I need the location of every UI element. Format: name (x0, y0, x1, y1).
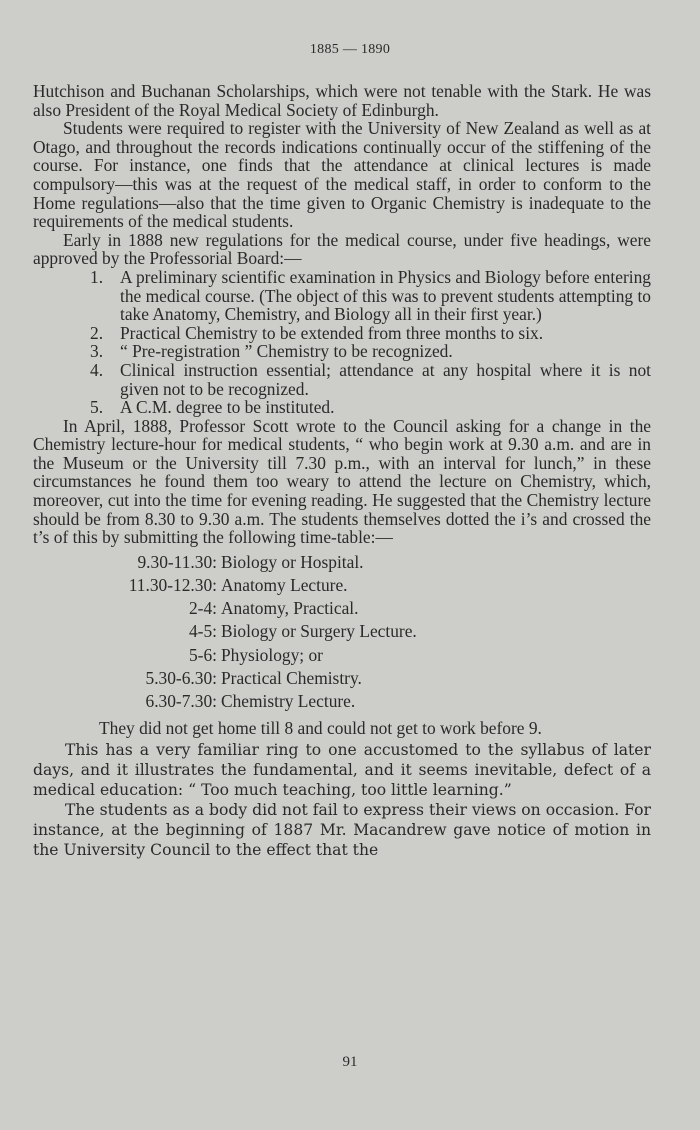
timetable-time: 5.30-6.30: (145, 667, 217, 688)
timetable-row (33, 644, 651, 667)
timetable-time: 4-5: (188, 621, 217, 642)
regulation-item (33, 361, 651, 398)
regulation-text: A preliminary scientific examination in Physics and Biology before entering the medical course. (The object of this was to prevent students attempting to take Anatomy, Chemistry, and Biology all in their first year.) (120, 266, 651, 325)
regulation-text: A C.M. degree to be instituted. (120, 397, 335, 418)
page-number: 91 (342, 1054, 358, 1070)
timetable-time: 9.30-11.30: (137, 551, 217, 572)
paragraph-scott-letter: In April, 1888, Professor Scott wrote to the Council asking for a change in the Chemistry lecture-hour for medical students, “ who begin work at 9.30 a.m. and are in the Museum or the University till 7.30 p.m., with an interval for lunch,” in these circumstances he found them too weary to attend the lecture on Chemistry, which, moreover, cut into the time for evening reading. He suggested that the Chemistry lecture should be from 8.30 to 9.30 a.m. The students themselves dotted the i’s and crossed the t’s of this by submitting the following time-table:— (33, 415, 651, 548)
paragraph-students-views: The students as a body did not fail to express their views on occasion. For instance, at the beginning of 1887 Mr. Macandrew gave notice of motion in the University Council to the effect that the (33, 800, 651, 859)
regulation-item (33, 268, 651, 324)
regulation-text: “ Pre-registration ” Chemistry to be recognized. (120, 341, 453, 362)
timetable-time: 2-4: (188, 598, 217, 619)
timetable-row (33, 574, 651, 597)
regulation-text: Clinical instruction essential; attendance at any hospital where it is not given not to be recognized. (120, 359, 651, 399)
paragraph-registration: Students were required to register with the University of New Zealand as well as at Otago, and throughout the records indications continually occur of the stiffening of the course. For instance, one finds that the attendance at clinical lectures is made compulsory—this was at the request of the medical staff, in order to conform to the Home regulations—also that the time given to Organic Chemistry is inadequate to the requirements of the medical students. (33, 118, 651, 232)
paragraph-regulations-intro: Early in 1888 new regulations for the medical course, under five headings, were approved by the Professorial Board:— (33, 229, 651, 269)
timetable-activity: Anatomy, Practical. (221, 598, 359, 619)
later-section (33, 740, 651, 860)
regulation-number: 3. (90, 341, 104, 362)
timetable-activity: Chemistry Lecture. (221, 690, 356, 711)
paragraph-familiar-ring: This has a very familiar ring to one accustomed to the syllabus of later days, and it illustrates the fundamental, and it seems inevitable, defect of a medical education: “ Too much teaching, too little learning.” (33, 740, 651, 799)
timetable (33, 551, 651, 713)
timetable-activity: Physiology; or (221, 644, 323, 665)
page-body (33, 82, 651, 860)
timetable-time: 11.30-12.30: (128, 575, 217, 596)
timetable-activity: Biology or Surgery Lecture. (221, 621, 417, 642)
regulation-number: 1. (90, 266, 104, 287)
regulation-item (33, 342, 651, 361)
timetable-row (33, 667, 651, 690)
regulation-number: 2. (90, 322, 104, 343)
timetable-row (33, 620, 651, 643)
paragraph-continuation: Hutchison and Buchanan Scholarships, which were not tenable with the Stark. He was also President of the Royal Medical Society of Edinburgh. (33, 81, 651, 120)
timetable-time: 6.30-7.30: (145, 690, 217, 711)
timetable-activity: Anatomy Lecture. (221, 575, 348, 596)
timetable-activity: Practical Chemistry. (221, 667, 362, 688)
paragraph-home-time: They did not get home till 8 and could not get to work before 9. (99, 718, 542, 739)
timetable-row (33, 597, 651, 620)
regulation-item (33, 324, 651, 343)
regulation-item (33, 398, 651, 417)
timetable-activity: Biology or Hospital. (221, 551, 364, 572)
regulation-number: 5. (90, 397, 104, 418)
regulation-text: Practical Chemistry to be extended from three months to six. (120, 322, 544, 343)
timetable-time: 5-6: (188, 644, 217, 665)
running-header: 1885 — 1890 (309, 42, 391, 57)
timetable-row (33, 690, 651, 713)
regulations-list (33, 268, 651, 417)
regulation-number: 4. (90, 359, 104, 380)
timetable-row (33, 551, 651, 574)
